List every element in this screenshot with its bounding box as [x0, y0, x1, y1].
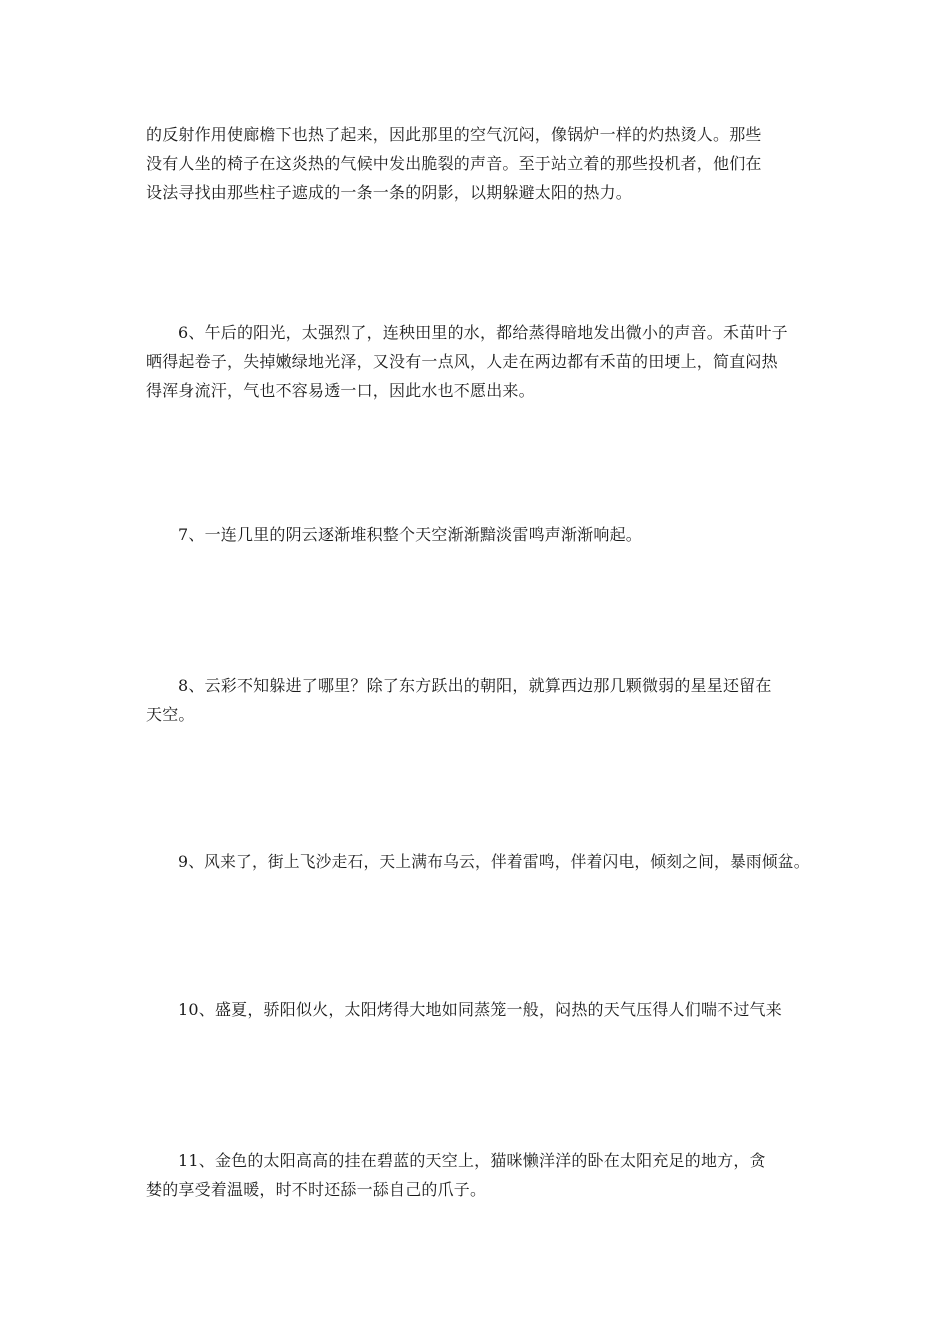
text-line: 10、盛夏，骄阳似火，太阳烤得大地如同蒸笼一般，闷热的天气压得人们喘不过气来: [178, 1000, 782, 1019]
text-line: 得浑身流汗，气也不容易透一口，因此水也不愿出来。: [146, 381, 535, 400]
text-line: 婪的享受着温暖，时不时还舔一舔自己的爪子。: [146, 1180, 487, 1199]
paragraph-9: [146, 847, 816, 876]
text-line: 11、金色的太阳高高的挂在碧蓝的天空上，猫咪懒洋洋的卧在太阳充足的地方，贪: [178, 1151, 766, 1170]
text-line: 6、午后的阳光，太强烈了，连秧田里的水，都给蒸得暗地发出微小的声音。禾苗叶子: [178, 323, 788, 342]
text-line: 晒得起卷子，失掉嫩绿地光泽，又没有一点风，人走在两边都有禾苗的田埂上，简直闷热: [146, 352, 778, 371]
text-line: 9、风来了，街上飞沙走石，天上满布乌云，伴着雷鸣，伴着闪电，倾刻之间，暴雨倾盆。: [178, 852, 810, 871]
text-line: 没有人坐的椅子在这炎热的气候中发出脆裂的声音。至于站立着的那些投机者，他们在: [146, 154, 762, 173]
text-line: 天空。: [146, 705, 195, 724]
paragraph-11: [146, 1146, 816, 1204]
text-line: 7、一连几里的阴云逐渐堆积整个天空渐渐黯淡雷鸣声渐渐响起。: [178, 525, 642, 544]
text-line: 设法寻找由那些柱子遮成的一条一条的阴影，以期躲避太阳的热力。: [146, 183, 633, 202]
paragraph-7: [146, 520, 816, 549]
text-line: 的反射作用使廊檐下也热了起来，因此那里的空气沉闷，像锅炉一样的灼热烫人。那些: [146, 125, 762, 144]
paragraph-10: [146, 995, 816, 1024]
paragraph-6: [146, 318, 816, 405]
paragraph-8: [146, 671, 816, 729]
text-line: 8、云彩不知躲进了哪里？除了东方跃出的朝阳，就算西边那几颗微弱的星星还留在: [178, 676, 772, 695]
paragraph-continuation: [146, 120, 816, 207]
